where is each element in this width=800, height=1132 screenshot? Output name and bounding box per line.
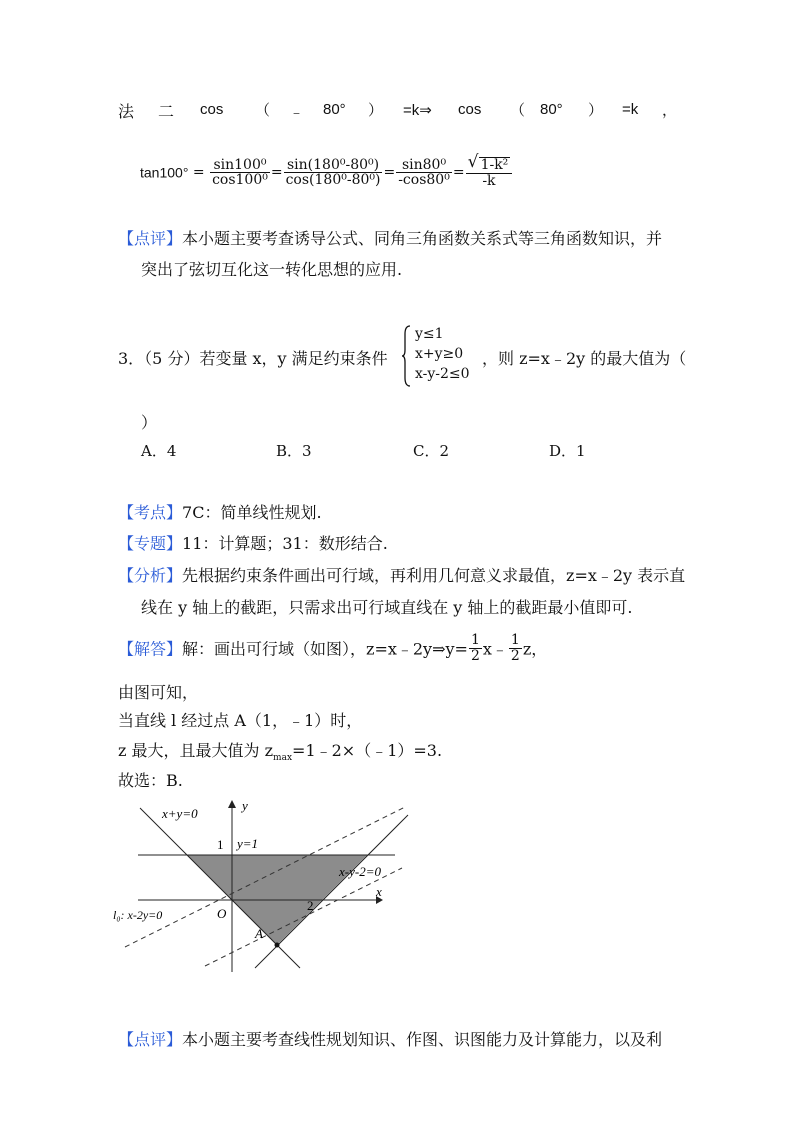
label-y-axis: y [242,798,248,813]
label-tick-1: 1 [217,837,224,852]
label-x-axis: x [376,884,382,899]
zhuanti-tag: 【专题】 [118,534,183,553]
tan-lhs: tan100° [140,164,189,181]
fraction-sqrt-k: √ $\frac{\text{1-k²}}{-k}$ [466,157,513,188]
comment-1-line-1 [118,226,662,249]
option-c: C．2 [413,442,450,460]
label-origin: O [217,906,227,921]
kaodian-text: 7C：简单线性规划. [182,503,322,522]
solution-line-a: 由图可知， [118,683,199,702]
question-3-stem-tail: ，则 z=x﹣2y 的最大值为（ [482,349,687,368]
comment-tag: 【点评】 [118,229,183,248]
fenxi-text: 先根据约束条件画出可行域，再利用几何意义求最值，z=x﹣2y 表示直 [182,566,686,585]
system-brace [402,324,412,388]
fraction-sin-cos-100: $\frac{\text{sin100⁰}}{\text{cos100⁰}}$ [212,156,268,189]
jieda-text: 解：画出可行域（如图），z=x﹣2y⇒y= [182,639,468,659]
tan-formula [140,157,513,188]
jieda-line [118,633,547,663]
method-word-1: 法 [118,102,135,121]
constraint-1: y≤1 [415,326,444,342]
angle-1: 80° [323,101,346,118]
label-x-plus-y: x+y=0 [162,806,198,821]
zhuanti-text: 11：计算题；31：数形结合. [182,534,388,553]
comment-2-line [118,1027,662,1050]
constraint-system [415,324,470,384]
question-3-stem: 3．（5 分）若变量 x，y 满足约束条件 [118,349,388,368]
paren-close-2: ） [588,101,604,119]
label-x-minus-y-minus-2: x-y-2=0 [339,864,381,879]
solution-line-b: 当直线 l 经过点 A（1，﹣1）时， [118,711,363,730]
paren-close-1: ） [368,101,384,119]
point-a-marker [275,943,280,948]
constraint-2: x+y≥0 [415,346,464,362]
label-y-equals-1: y=1 [237,836,259,851]
option-d: D．1 [549,442,586,460]
eq-k-implies: =k⇒ [403,102,432,119]
fenxi-line-2: 线在 y 轴上的截距，只需求出可行域直线在 y 轴上的截距最小值即可. [141,598,633,617]
half-fraction: $\frac{1}{2}$ [470,632,480,664]
comment-2-tag: 【点评】 [118,1030,183,1049]
fenxi-tag: 【分析】 [118,566,183,585]
paren-open-2: （ [510,101,526,119]
angle-2: 80° [540,101,563,118]
jieda-end: z， [522,639,548,659]
feasible-region-figure [110,796,410,978]
method-word-2: 二 [158,102,175,121]
half-fraction: $\frac{1}{2}$ [510,632,520,664]
cos-2: cos [458,101,482,118]
question-3-close-paren: ） [141,413,158,432]
jieda-tag: 【解答】 [118,639,183,659]
paren-open-1: （ [255,101,271,119]
jieda-mid: x﹣ [482,639,508,659]
kaodian-line [118,500,322,523]
comment-1-line-2: 突出了弦切互化这一转化思想的应用. [141,260,403,279]
equals-sign: = [270,164,283,181]
zhuanti-line [118,531,388,554]
max-subscript: max [273,753,293,764]
fraction-sin-cos-180-80: $\frac{\text{sin(180⁰-80⁰)}}{\text{cos(180⁰-80⁰)}}$ [285,156,381,189]
option-a: A．4 [141,442,177,460]
eq-k: =k [622,101,639,118]
minus-sign: ﹣ [289,104,305,121]
comment-text: 本小题主要考查诱导公式、同角三角函数关系式等三角函数知识，并 [182,229,663,248]
fraction-sin80-cos80: $\frac{\text{sin80⁰}}{\text{-cos80⁰}}$ [398,156,450,189]
fenxi-line-1 [118,563,685,586]
solution-line-d: 故选：B. [118,771,183,790]
solution-line-c: z 最大，且最大值为 $z_{max}=1﹣2\times(﹣1)=3$. [118,741,443,764]
kaodian-tag: 【考点】 [118,503,183,522]
equals-sign: = [192,164,205,181]
cos-1: cos [200,101,224,118]
comma: ， [662,101,678,119]
y-axis-arrow [228,800,236,808]
label-tick-2: 2 [307,898,314,913]
option-b: B．3 [276,442,312,460]
label-point-a: A [255,926,263,941]
equals-sign: = [383,164,396,181]
equals-sign: = [452,164,465,181]
label-l0: l₀: x-2y=0 [113,908,163,922]
constraint-3: x-y-2≤0 [415,366,470,382]
comment-2-text: 本小题主要考查线性规划知识、作图、识图能力及计算能力，以及利 [182,1030,663,1049]
